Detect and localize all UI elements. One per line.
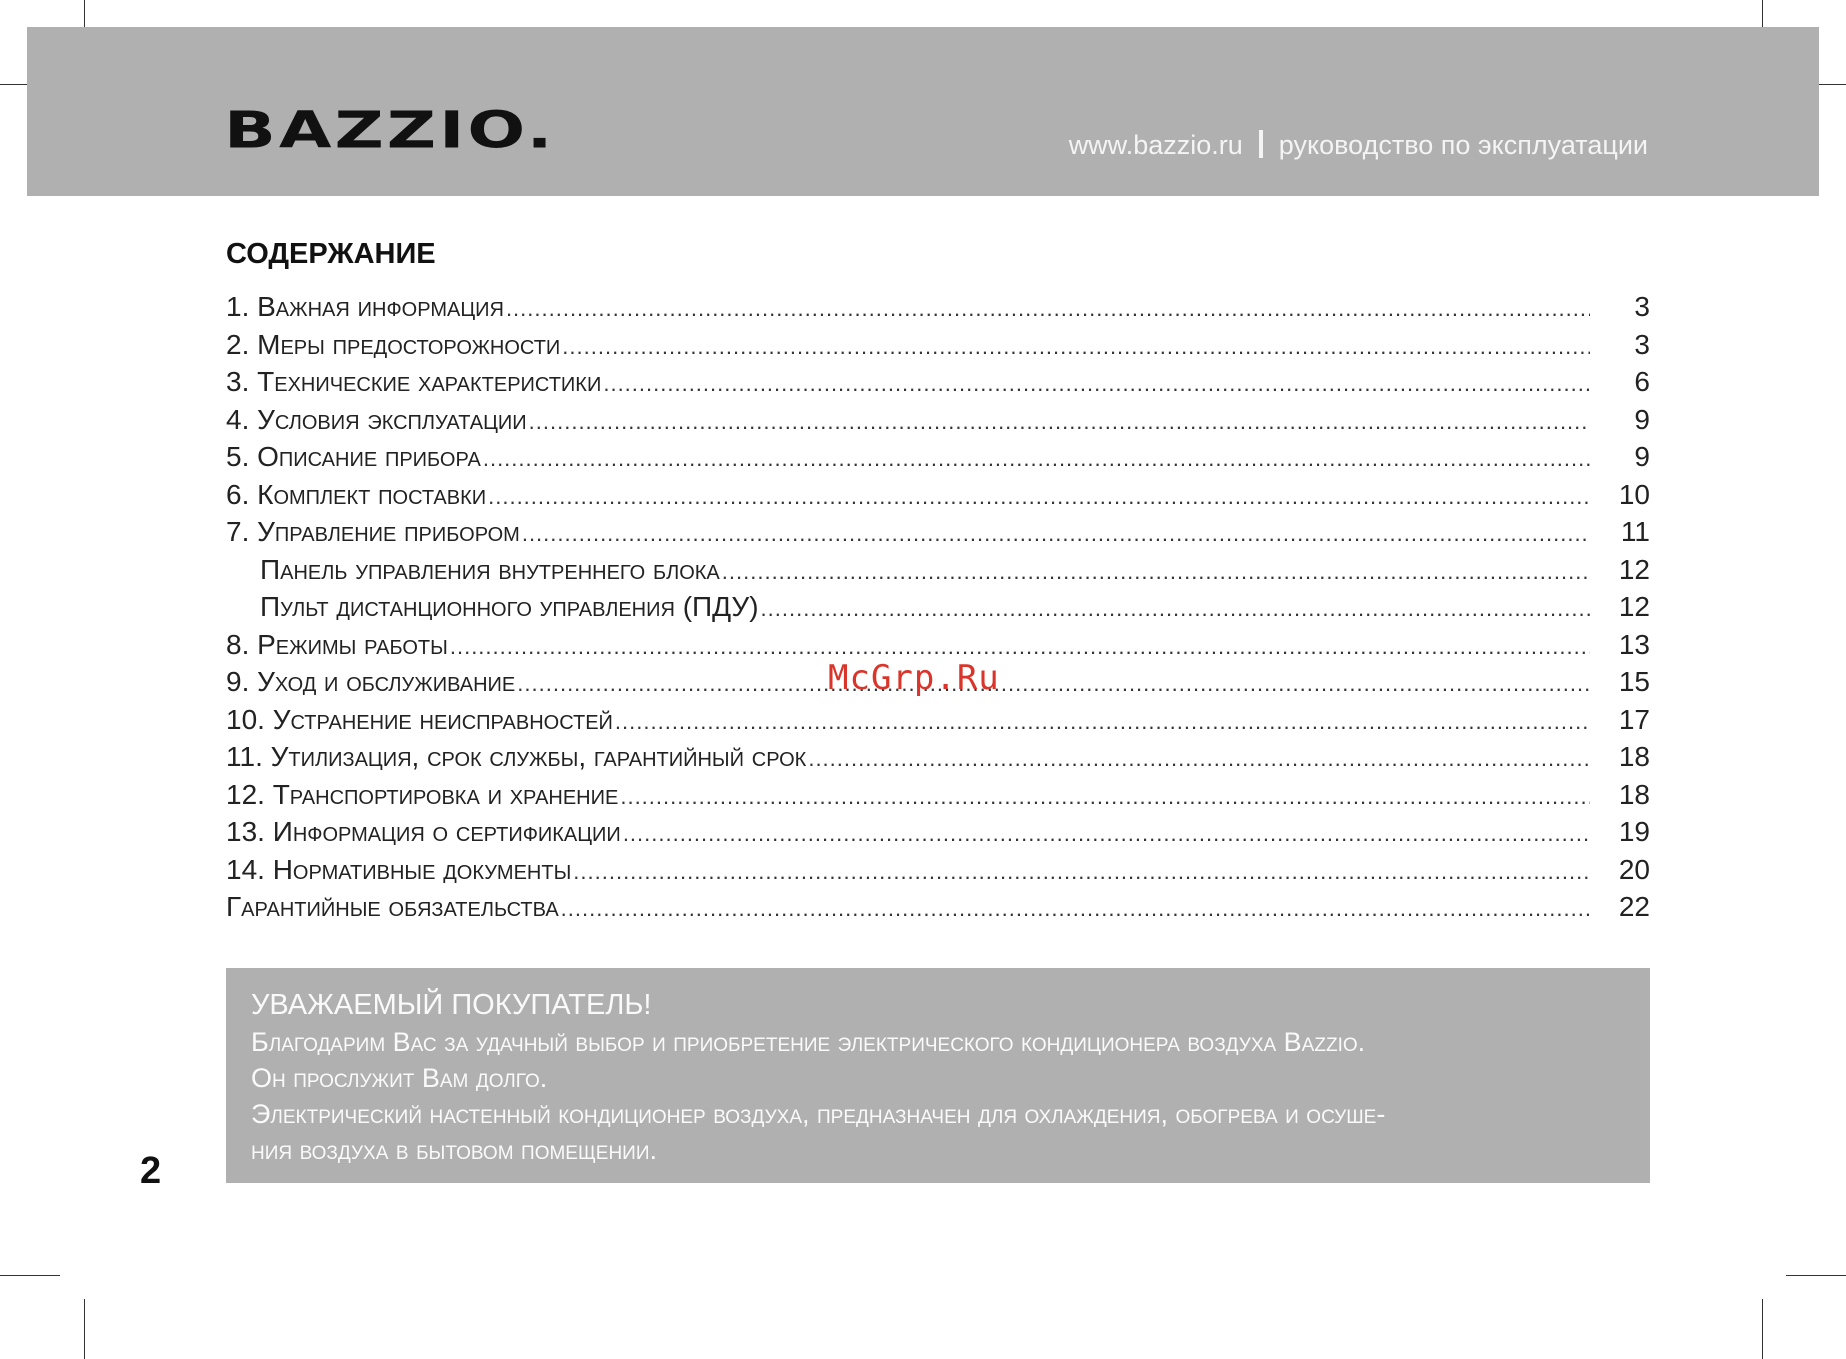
toc-leader-dots [522,515,1590,553]
notice-line: Он прослужит Вам долго. [251,1063,548,1093]
brand-logo: BAZZIO. [224,101,556,161]
toc-leader-dots [562,328,1590,366]
toc-item[interactable] [226,363,1650,401]
toc-item[interactable] [226,851,1650,889]
toc-item[interactable] [226,776,1650,814]
toc-item-label: 3. Технические характеристики [226,366,602,397]
toc-item-label: 2. Меры предосторожности [226,328,561,360]
toc-item-page: 18 [1618,741,1650,772]
toc-item-label: 14. Нормативные документы [226,853,572,885]
toc-leader-dots [517,665,1590,703]
toc-leader-dots [529,403,1590,441]
header-separator [1259,130,1263,158]
toc-item[interactable] [226,326,1650,364]
crop-mark [0,1275,60,1276]
toc-item-page: 11 [1620,516,1650,547]
toc-leader-dots [561,890,1590,928]
toc-leader-dots [488,478,1590,516]
toc-leader-dots [761,590,1590,628]
toc-item[interactable] [226,813,1650,851]
toc-item-page: 20 [1618,853,1650,885]
toc-leader-dots [506,290,1590,328]
toc-item-page: 17 [1618,703,1650,735]
toc-item-label: Панель управления внутреннего блока [260,553,720,585]
toc-leader-dots [450,628,1590,666]
page-number: 2 [140,1150,162,1192]
toc-item-page: 3 [1634,291,1650,322]
toc-subitem[interactable] [226,588,1650,626]
toc-item-label: 1. Важная информация [226,291,504,322]
toc-item-page: 19 [1618,816,1650,847]
toc-item-label: Гарантийные обязательства [226,891,559,922]
toc-item-label: 9. Уход и обслуживание [226,666,516,697]
toc-item[interactable] [226,438,1650,476]
toc-leader-dots [620,778,1590,816]
toc-item-label: 11. Утилизация, срок службы, гарантийный срок [226,741,807,772]
notice-title: УВАЖАЕМЫЙ ПОКУПАТЕЛЬ! [251,989,652,1021]
toc-leader-dots [808,740,1590,778]
notice-line: Благодарим Вас за удачный выбор и приобретение электрического кондиционера воздуха Bazzio. [251,1027,1366,1057]
toc-item[interactable] [226,888,1650,926]
toc-leader-dots [573,853,1590,891]
toc-item-label: 5. Описание прибора [226,441,481,472]
table-of-contents [226,288,1650,926]
toc-item-page: 10 [1618,478,1650,510]
toc-item[interactable] [226,401,1650,439]
crop-mark [1786,1275,1846,1276]
notice-line: Электрический настенный кондиционер воздуха, предназначен для охлаждения, обогрева и осуше- [251,1099,1386,1129]
toc-item-page: 22 [1618,891,1650,922]
toc-item-label: 8. Режимы работы [226,628,448,660]
toc-item-label: 12. Транспортировка и хранение [226,778,619,810]
toc-item-page: 15 [1618,666,1650,697]
toc-leader-dots [603,365,1590,403]
toc-item-label: 6. Комплект поставки [226,478,487,510]
toc-item[interactable] [226,288,1650,326]
website-link[interactable]: www.bazzio.ru [1068,130,1243,160]
toc-leader-dots [623,815,1590,853]
toc-item-page: 12 [1618,553,1650,585]
document-subtitle: руководство по эксплуатации [1278,130,1648,160]
toc-item-page: 6 [1634,366,1650,397]
customer-notice [226,968,1650,1183]
toc-item-page: 9 [1634,403,1650,435]
toc-item-page: 12 [1618,591,1650,622]
toc-leader-dots [722,553,1590,591]
toc-leader-dots [615,703,1590,741]
crop-mark [1762,1299,1763,1359]
toc-item-label: Пульт дистанционного управления (ПДУ) [260,591,759,622]
toc-item-page: 13 [1618,628,1650,660]
crop-mark [84,1299,85,1359]
watermark: McGrp.Ru [828,658,1000,698]
toc-item[interactable] [226,513,1650,551]
toc-item-label: 7. Управление прибором [226,516,520,547]
toc-item[interactable] [226,476,1650,514]
toc-subitem[interactable] [226,551,1650,589]
toc-item-page: 3 [1634,328,1650,360]
toc-leader-dots [483,440,1590,478]
toc-item-page: 9 [1634,441,1650,472]
toc-title: СОДЕРЖАНИЕ [226,238,436,270]
toc-item[interactable] [226,701,1650,739]
toc-item-label: 13. Информация о сертификации [226,816,621,847]
toc-item-label: 10. Устранение неисправностей [226,703,613,735]
toc-item-label: 4. Условия эксплуатации [226,403,527,435]
toc-item-page: 18 [1618,778,1650,810]
header-info [1069,130,1648,161]
toc-item[interactable] [226,738,1650,776]
notice-line: ния воздуха в бытовом помещении. [251,1135,657,1165]
